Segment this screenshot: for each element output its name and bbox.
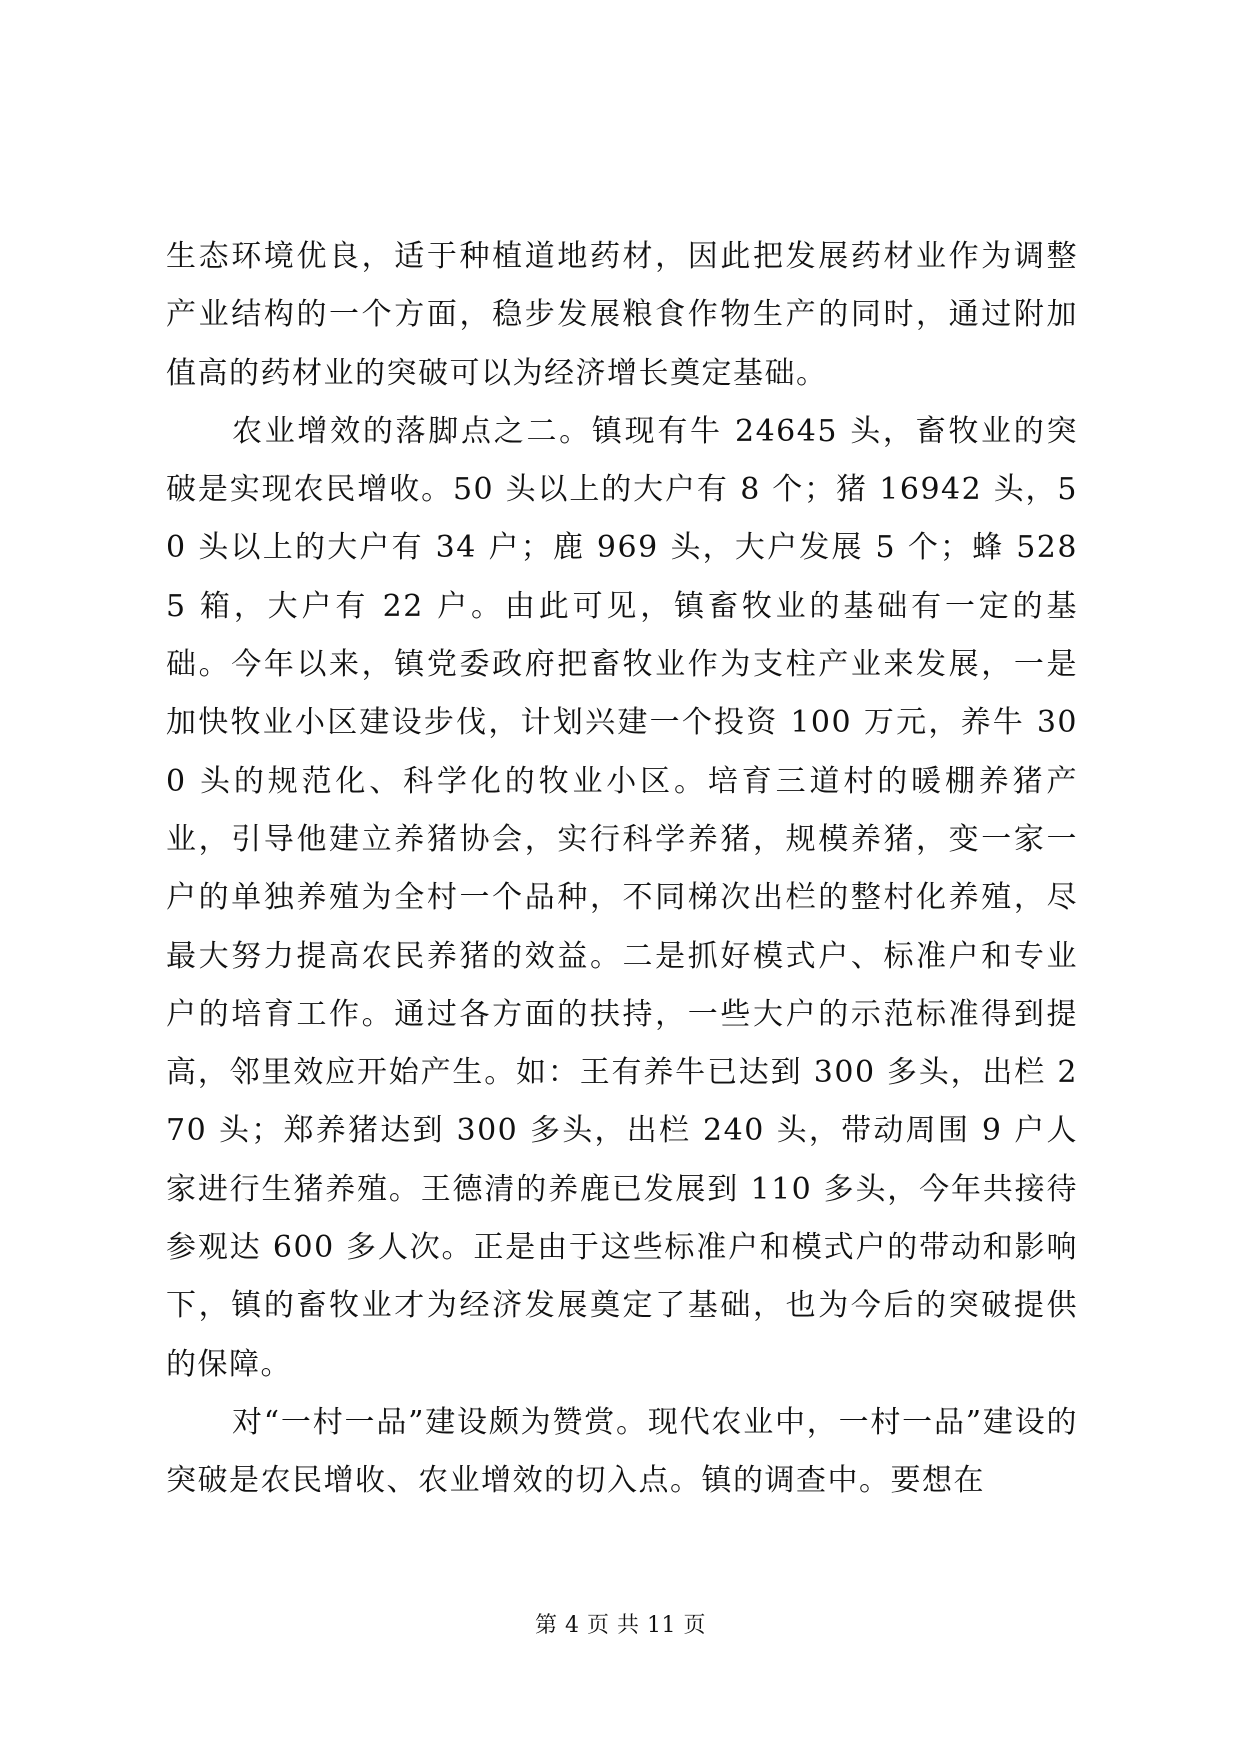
body-text (166, 228, 1078, 1511)
paragraph-2: 农业增效的落脚点之二。镇现有牛 24645 头，畜牧业的突破是实现农民增收。50 头以上的大户有 8 个；猪 16942 头，50 头以上的大户有 34 户；鹿 969 头，大户发展 5 个；蜂 5285 箱，大户有 22 户。由此可见，镇畜牧业的基础有一定的基础。今年以来，镇党委政府把畜牧业作为支柱产业来发展，一是加快牧业小区建设步伐，计划兴建一个投资 100 万元，养牛 300 头的规范化、科学化的牧业小区。培育三道村的暖棚养猪产业，引导他建立养猪协会，实行科学养猪，规模养猪，变一家一户的单独养殖为全村一个品种，不同梯次出栏的整村化养殖，尽最大努力提高农民养猪的效益。二是抓好模式户、标准户和专业户的培育工作。通过各方面的扶持，一些大户的示范标准得到提高，邻里效应开始产生。如：王有养牛已达到 300 多头，出栏 270 头；郑养猪达到 300 多头，出栏 240 头，带动周围 9 户人家进行生猪养殖。王德清的养鹿已发展到 110 多头，今年共接待参观达 600 多人次。正是由于这些标准户和模式户的带动和影响下，镇的畜牧业才为经济发展奠定了基础，也为今后的突破提供的保障。 (166, 413, 1078, 1382)
paragraph-3: 对“一村一品”建设颇为赞赏。现代农业中，一村一品”建设的突破是农民增收、农业增效的切入点。镇的调查中。要想在 (166, 1404, 1078, 1499)
paragraph-1: 生态环境优良，适于种植道地药材，因此把发展药材业作为调整产业结构的一个方面，稳步发展粮食作物生产的同时，通过附加值高的药材业的突破可以为经济增长奠定基础。 (166, 239, 1078, 391)
page-footer: 第 4 页 共 11 页 (535, 1613, 706, 1638)
